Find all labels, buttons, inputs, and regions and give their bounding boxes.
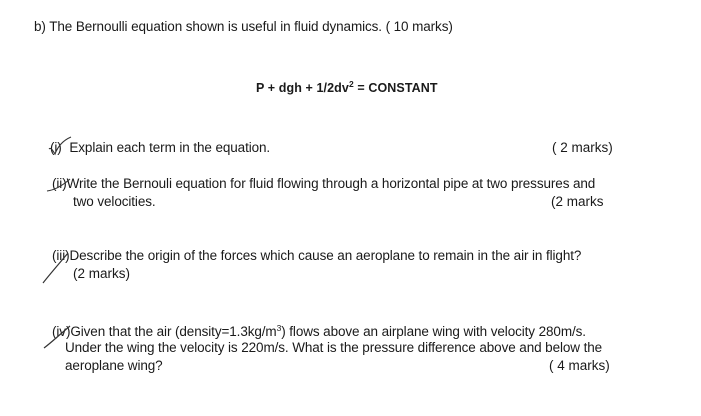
part-iv-exponent: 3: [276, 323, 282, 333]
equation-exponent: 2: [348, 79, 354, 89]
equation-lhs: P + dgh + 1/2dv: [256, 81, 349, 95]
part-iv-marks: ( 4 marks): [549, 358, 610, 373]
tick-mark-part-ii: [47, 179, 70, 191]
part-ii-line2: two velocities.: [73, 194, 156, 209]
part-iv-line3: aeroplane wing?: [65, 358, 163, 373]
part-iii-label: (iii): [52, 248, 70, 263]
part-i-label: (i): [50, 140, 62, 155]
tick-mark-part-iv: [44, 326, 70, 348]
part-iv-text-a: Given that the air (density=1.3kg/m: [70, 324, 277, 339]
part-iv-line2: Under the wing the velocity is 220m/s. What is the pressure difference above and below the: [65, 340, 603, 355]
part-iii-text: Describe the origin of the forces which cause an aeroplane to remain in the air in flight?: [69, 248, 582, 263]
part-iii-marks: (2 marks): [73, 266, 130, 281]
equation-rhs: = CONSTANT: [353, 81, 438, 95]
part-i-marks: ( 2 marks): [552, 140, 613, 155]
part-ii-marks: (2 marks: [551, 194, 604, 209]
part-iv-text-b: ) flows above an airplane wing with velocity 280m/s.: [281, 324, 586, 339]
part-iv-label: (iv): [52, 324, 71, 339]
part-ii-text: Write the Bernouli equation for fluid flowing through a horizontal pipe at two pressures and: [66, 176, 596, 191]
tick-mark-part-i: [49, 137, 71, 154]
part-i-text: Explain each term in the equation.: [69, 140, 271, 155]
part-ii-label: (ii): [52, 176, 67, 191]
question-heading: b) The Bernoulli equation shown is useful in fluid dynamics. ( 10 marks): [34, 19, 453, 34]
tick-mark-part-iii: [43, 253, 68, 283]
